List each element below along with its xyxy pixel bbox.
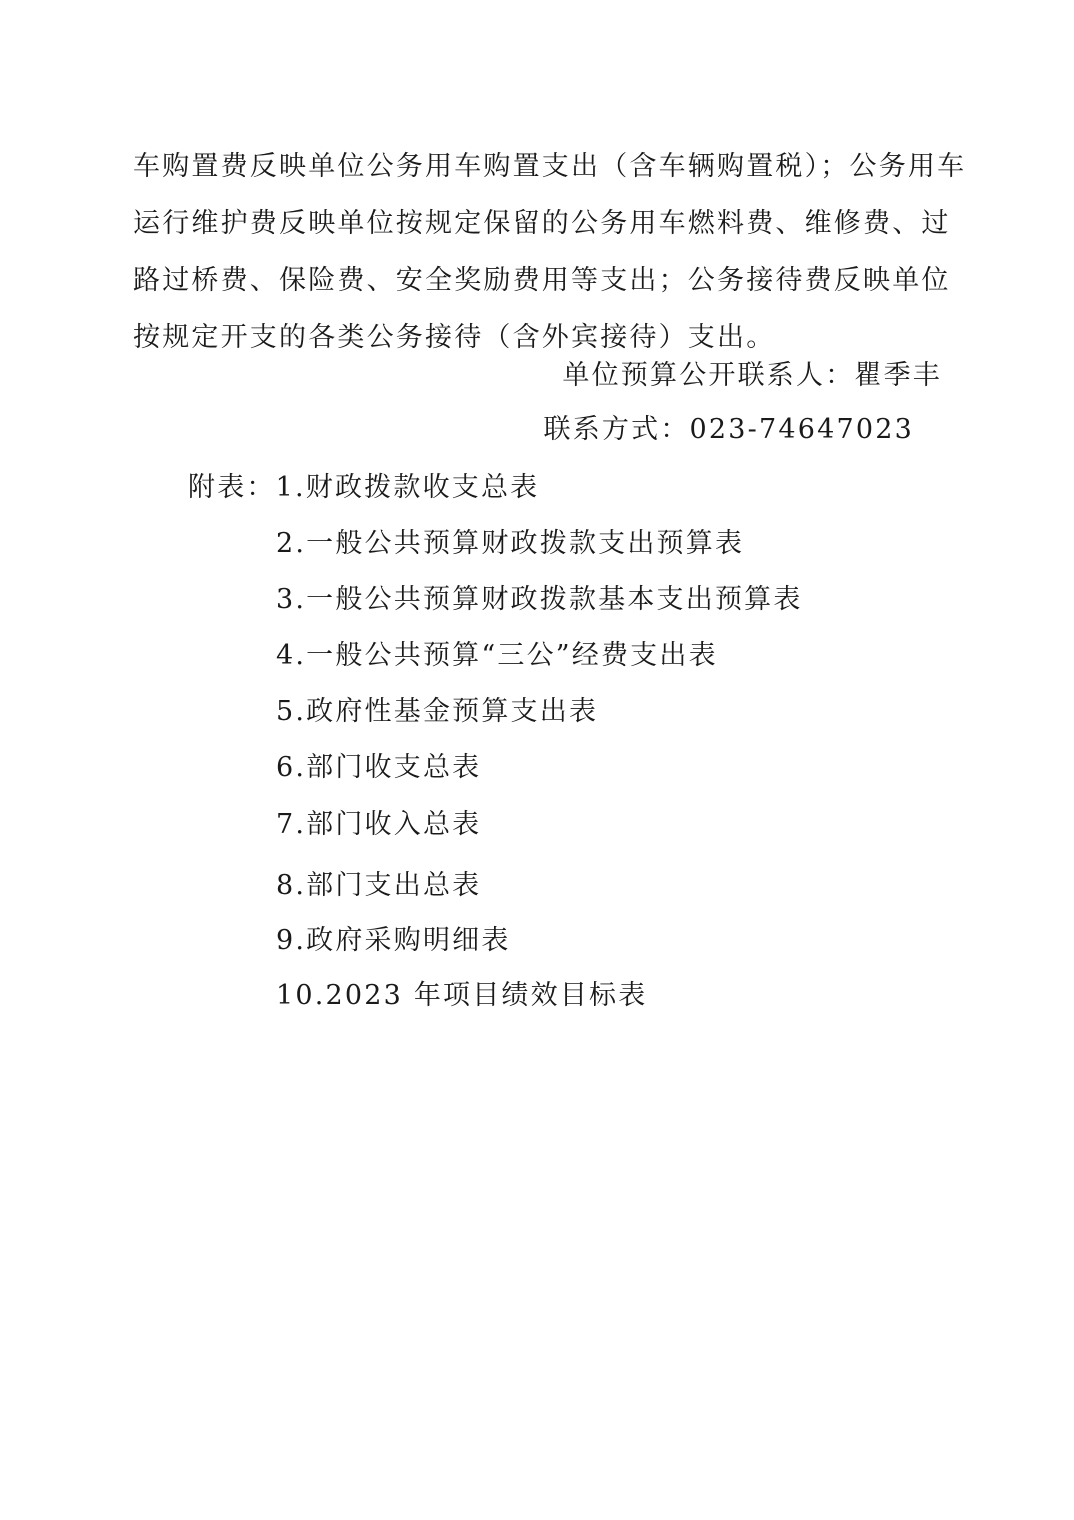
appendix-item: 1.财政拨款收支总表 [275,472,540,503]
appendix-item: 5.政府性基金预算支出表 [276,696,599,727]
paragraph-line: 路过桥费、保险费、安全奖励费用等支出；公务接待费反映单位 [133,265,951,296]
contact-person: 单位预算公开联系人：瞿季丰 [562,360,942,391]
contact-phone: 联系方式：023-74647023 [543,414,914,445]
appendix-item: 2.一般公共预算财政拨款支出预算表 [276,528,745,559]
appendix-label [188,468,539,508]
appendix-item: 6.部门收支总表 [276,752,482,783]
appendix-item: 7.部门收入总表 [276,809,482,840]
paragraph-line: 按规定开支的各类公务接待（含外宾接待）支出。 [133,322,776,353]
paragraph-line: 运行维护费反映单位按规定保留的公务用车燃料费、维修费、过 [133,208,951,239]
appendix-label-text: 附表： [188,472,276,503]
appendix-item: 9.政府采购明细表 [276,925,511,956]
appendix-item: 4.一般公共预算“三公”经费支出表 [276,640,718,671]
appendix-item: 10.2023 年项目绩效目标表 [276,980,648,1011]
appendix-item: 8.部门支出总表 [276,870,482,901]
expense-explanation-paragraph [133,138,967,366]
appendix-item: 3.一般公共预算财政拨款基本支出预算表 [276,584,803,615]
paragraph-line: 车购置费反映单位公务用车购置支出（含车辆购置税）；公务用车 [133,151,967,182]
